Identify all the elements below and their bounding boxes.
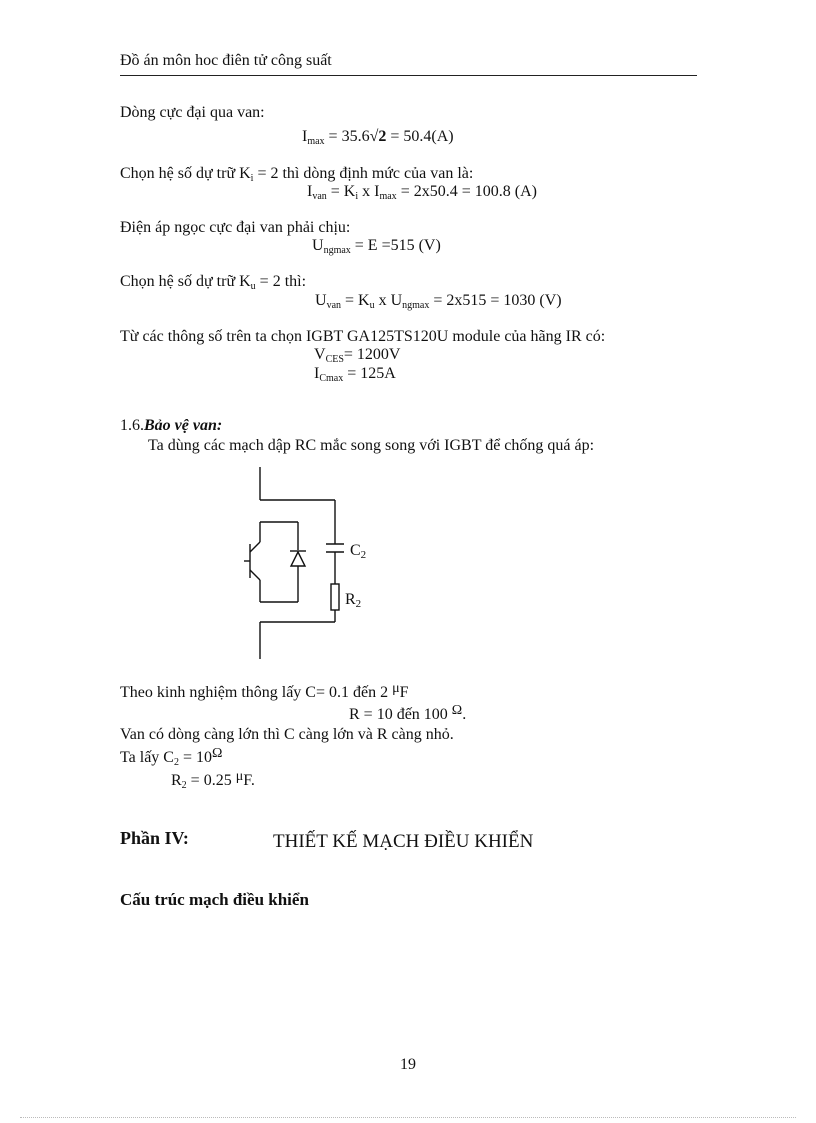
text-line: Theo kinh nghiệm thông lấy C= 0.1 đến 2 μF bbox=[120, 681, 409, 701]
page-header: Đồ án môn hoc điên tử công suất bbox=[120, 52, 332, 69]
text-line: Ta lấy $C_2 = 10\Omega$ bbox=[120, 746, 223, 768]
part-label: Phần IV: bbox=[120, 828, 189, 848]
section-intro: Ta dùng các mạch dập RC mắc song song với IGBT để chống quá áp: bbox=[148, 437, 595, 454]
formula-ungmax: $U_{ngmax} = E =515$ (V) bbox=[312, 237, 441, 256]
page-number: 19 bbox=[400, 1056, 416, 1073]
formula-ivan: $I_{van} = K_i$ x $I_{max} = 2x50.4 = 100.8$ (A) bbox=[307, 183, 537, 202]
text-line: Chọn hệ số dự trữ $K_i = 2$ thì dòng định mức của van là: bbox=[120, 165, 474, 184]
sqrt-symbol: √2 bbox=[369, 128, 387, 145]
section-heading: 1.6.Bảo vệ van: bbox=[120, 417, 223, 434]
snubber-circuit-diagram bbox=[230, 462, 400, 662]
subheading: Cấu trúc mạch điều khiển bbox=[120, 890, 309, 909]
spec-icmax: $I_{Cmax} = 125A$ bbox=[314, 365, 396, 384]
text-line: Dòng cực đại qua van: bbox=[120, 104, 265, 121]
part-title: THIẾT KẾ MẠCH ĐIỀU KHIỂN bbox=[273, 831, 534, 852]
text-line: Từ các thông số trên ta chọn IGBT GA125TS120U module của hãng IR có: bbox=[120, 328, 606, 345]
text-line: Điện áp ngọc cực đại van phải chịu: bbox=[120, 219, 351, 236]
bottom-dotted-edge bbox=[20, 1117, 796, 1118]
formula-imax: $I_{max} = 35.6√2 = 50.4(A)$ bbox=[302, 128, 454, 147]
spec-vces: $V_{CES}= 1200V$ bbox=[314, 346, 401, 365]
text-line: Chọn hệ số dự trữ $K_u = 2$ thì: bbox=[120, 273, 307, 292]
text-line: R = 10 đến 100 Ω. bbox=[349, 703, 467, 723]
resistor-label: R2 bbox=[345, 591, 362, 610]
text-line: Van có dòng càng lớn thì C càng lớn và R càng nhỏ. bbox=[120, 726, 454, 743]
capacitor-label: C2 bbox=[350, 542, 367, 561]
header-rule bbox=[120, 75, 697, 76]
text-line: $R_2 = 0.25$ μF. bbox=[171, 769, 255, 791]
formula-uvan: $U_{van} = K_u$ x $U_{ngmax} = 2x515 = 1030$ (V) bbox=[315, 292, 562, 311]
